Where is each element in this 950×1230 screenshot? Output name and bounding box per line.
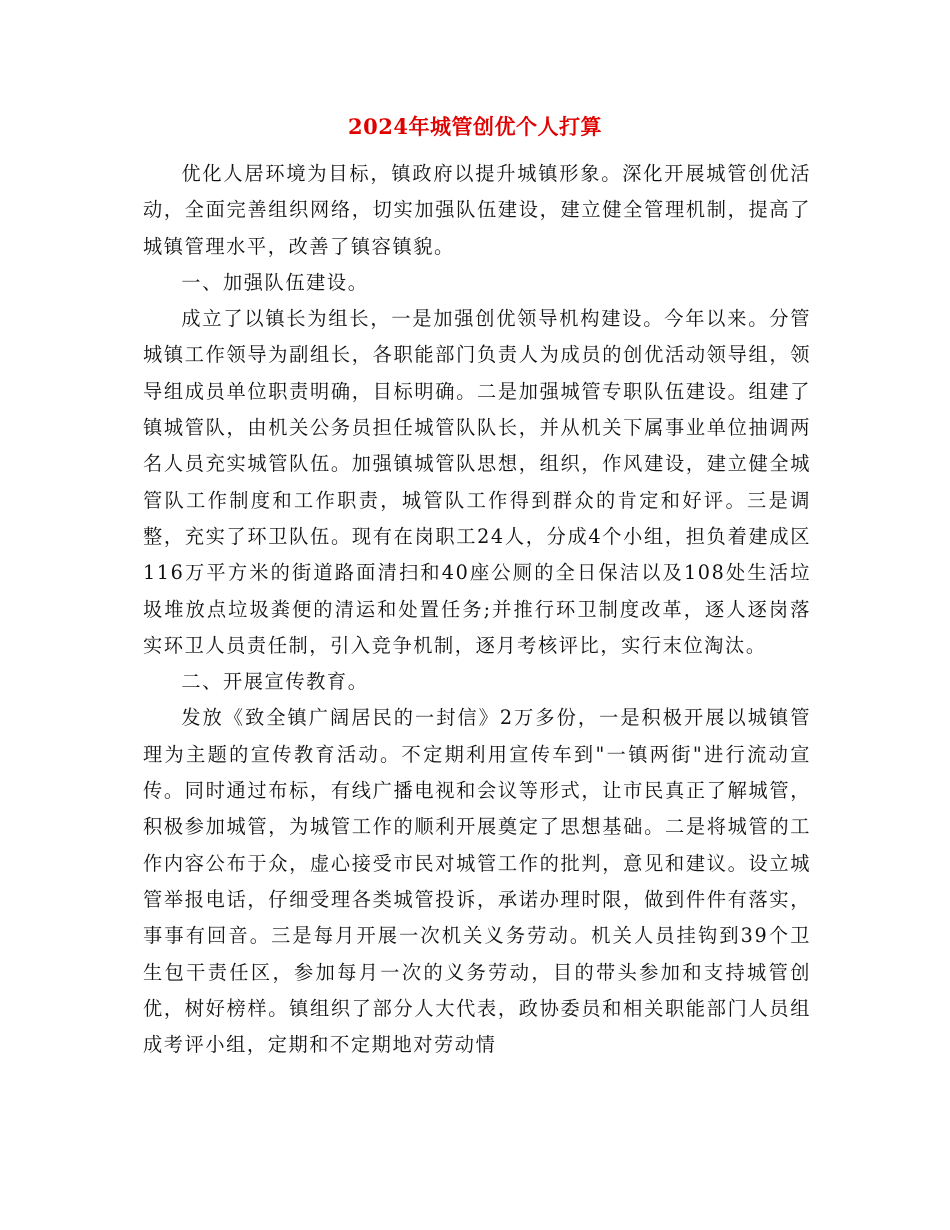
section-heading-2: 二、开展宣传教育。 (181, 670, 369, 694)
section-heading-1: 一、加强队伍建设。 (181, 270, 369, 294)
paragraph-section-2: 发放《致全镇广阔居民的一封信》2万多份，一是积极开展以城镇管理为主题的宣传教育活动。不定期利用宣传车到"一镇两街"进行流动宣传。同时通过布标，有线广播电视和会议等形式，让市民真正了解城管，积极参加城管，为城管工作的顺利开展奠定了思想基础。二是将城管的工作内容公布于众，虚心接受市民对城管工作的批判，意见和建议。设立城管举报电话，仔细受理各类城管投诉，承诺办理时限，做到件件有落实，事事有回音。三是每月开展一次机关义务劳动。机关人员挂钩到39个卫生包干责任区，参加每月一次的义务劳动，目的带头参加和支持城管创优，树好榜样。镇组织了部分人大代表，政协委员和相关职能部门人员组成考评小组，定期和不定期地对劳动情 (143, 706, 811, 1057)
document-title: 2024年城管创优个人打算 (348, 114, 602, 139)
document-body (143, 156, 811, 1063)
paragraph-section-1: 成立了以镇长为组长，一是加强创优领导机构建设。今年以来。分管城镇工作领导为副组长，各职能部门负责人为成员的创优活动领导组，领导组成员单位职责明确，目标明确。二是加强城管专职队伍建设。组建了镇城管队，由机关公务员担任城管队队长，并从机关下属事业单位抽调两名人员充实城管队伍。加强镇城管队思想，组织，作风建设，建立健全城管队工作制度和工作职责，城管队工作得到群众的肯定和好评。三是调整，充实了环卫队伍。现有在岗职工24人，分成4个小组，担负着建成区116万平方米的街道路面清扫和40座公厕的全日保洁以及108处生活垃圾堆放点垃圾粪便的清运和处置任务;并推行环卫制度改革，逐人逐岗落实环卫人员责任制，引入竞争机制，逐月考核评比，实行末位淘汰。 (143, 307, 811, 657)
paragraph-intro: 优化人居环境为目标，镇政府以提升城镇形象。深化开展城管创优活动，全面完善组织网络，切实加强队伍建设，建立健全管理机制，提高了城镇管理水平，改善了镇容镇貌。 (143, 162, 811, 258)
